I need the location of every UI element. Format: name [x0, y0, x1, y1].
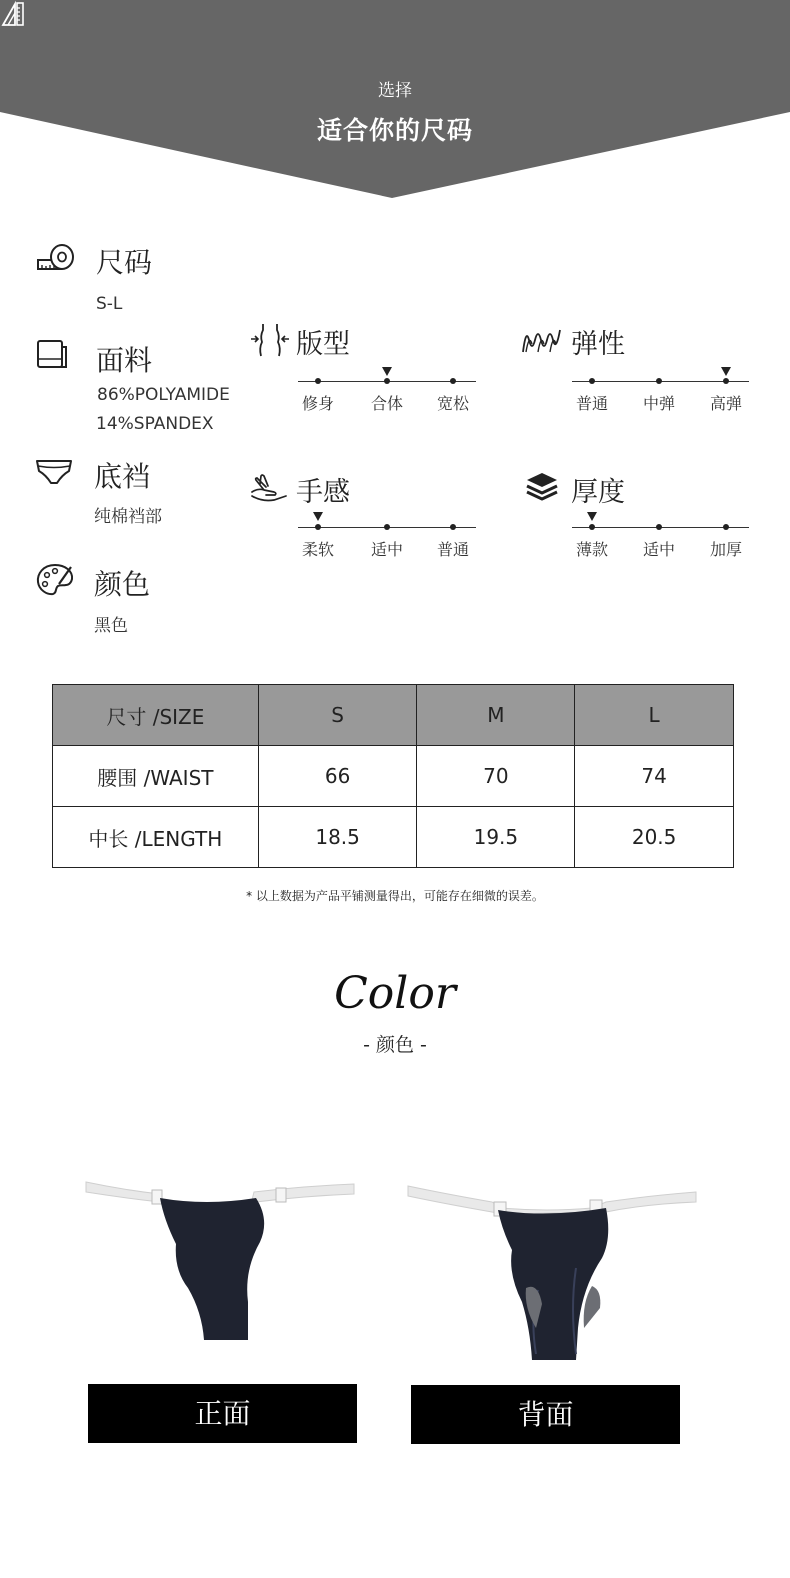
fit-label-2: 合体 [370, 394, 403, 413]
thickness-selected-marker [587, 512, 597, 521]
body-fit-icon [250, 322, 290, 358]
thickness-dot-2 [656, 524, 662, 530]
elasticity-label-3: 高弹 [709, 394, 742, 413]
table-header-cell: M [417, 685, 575, 746]
handfeel-dot-1 [315, 524, 321, 530]
size-table [52, 684, 734, 868]
handfeel-label-2: 适中 [370, 540, 403, 559]
palette-icon [35, 562, 75, 598]
gusset-title: 底裆 [94, 460, 151, 493]
banner-subtitle: 选择 [378, 81, 412, 101]
tape-measure-icon [35, 240, 75, 276]
fabric-title: 面料 [96, 344, 153, 377]
size-value: S-L [96, 294, 123, 314]
handfeel-dot-3 [450, 524, 456, 530]
thickness-title: 厚度 [571, 477, 625, 508]
elasticity-dot-1 [589, 378, 595, 384]
banner-title: 适合你的尺码 [316, 116, 473, 145]
color-section-subtitle: - 颜色 - [363, 1034, 427, 1056]
stretch-icon [522, 322, 562, 358]
handfeel-title: 手感 [296, 477, 350, 508]
table-cell: 19.5 [417, 807, 575, 868]
thickness-dot-1 [589, 524, 595, 530]
layers-icon [522, 470, 562, 506]
handfeel-selected-marker [313, 512, 323, 521]
elasticity-selected-marker [721, 367, 731, 376]
back-caption: 背面 [411, 1385, 680, 1444]
header-banner [0, 0, 790, 200]
table-cell: 腰围 /WAIST [53, 746, 259, 807]
fit-title: 版型 [296, 329, 350, 360]
fit-label-1: 修身 [301, 394, 334, 413]
fabric-value-line1: 86%POLYAMIDE [97, 385, 230, 405]
table-cell: 66 [258, 746, 417, 807]
product-back-image [406, 1178, 698, 1363]
table-cell: 中长 /LENGTH [53, 807, 259, 868]
ruler-icon [0, 0, 26, 28]
table-cell: 20.5 [575, 807, 734, 868]
color-section-title: Color [334, 968, 456, 1019]
table-header-cell: S [258, 685, 417, 746]
thickness-label-2: 适中 [642, 540, 675, 559]
table-row [53, 807, 734, 868]
fit-dot-1 [315, 378, 321, 384]
fit-dot-2 [384, 378, 390, 384]
fit-dot-3 [450, 378, 456, 384]
fabric-icon [35, 337, 75, 373]
elasticity-dot-3 [723, 378, 729, 384]
elasticity-title: 弹性 [571, 329, 625, 360]
table-header-row [53, 685, 734, 746]
gusset-value: 纯棉裆部 [94, 507, 162, 527]
elasticity-dot-2 [656, 378, 662, 384]
thickness-label-3: 加厚 [709, 540, 742, 559]
handfeel-label-3: 普通 [436, 540, 469, 559]
measurement-note: * 以上数据为产品平铺测量得出，可能存在细微的误差。 [246, 889, 544, 903]
table-cell: 18.5 [258, 807, 417, 868]
color-title: 颜色 [94, 568, 151, 601]
product-front-image [84, 1172, 359, 1347]
color-value: 黑色 [94, 616, 128, 636]
front-caption: 正面 [88, 1384, 357, 1443]
thickness-label-1: 薄款 [575, 540, 608, 559]
table-header-cell: L [575, 685, 734, 746]
table-cell: 70 [417, 746, 575, 807]
table-header-cell: 尺寸 /SIZE [53, 685, 259, 746]
fabric-value-line2: 14%SPANDEX [96, 414, 214, 434]
elasticity-label-1: 普通 [575, 394, 608, 413]
hand-feel-icon [250, 470, 290, 506]
table-row [53, 746, 734, 807]
table-cell: 74 [575, 746, 734, 807]
fit-selected-marker [382, 367, 392, 376]
handfeel-label-1: 柔软 [301, 540, 334, 559]
thickness-dot-3 [723, 524, 729, 530]
handfeel-dot-2 [384, 524, 390, 530]
elasticity-label-2: 中弹 [642, 394, 675, 413]
underwear-icon [35, 455, 75, 491]
fit-label-3: 宽松 [436, 394, 469, 413]
size-title: 尺码 [96, 246, 153, 279]
